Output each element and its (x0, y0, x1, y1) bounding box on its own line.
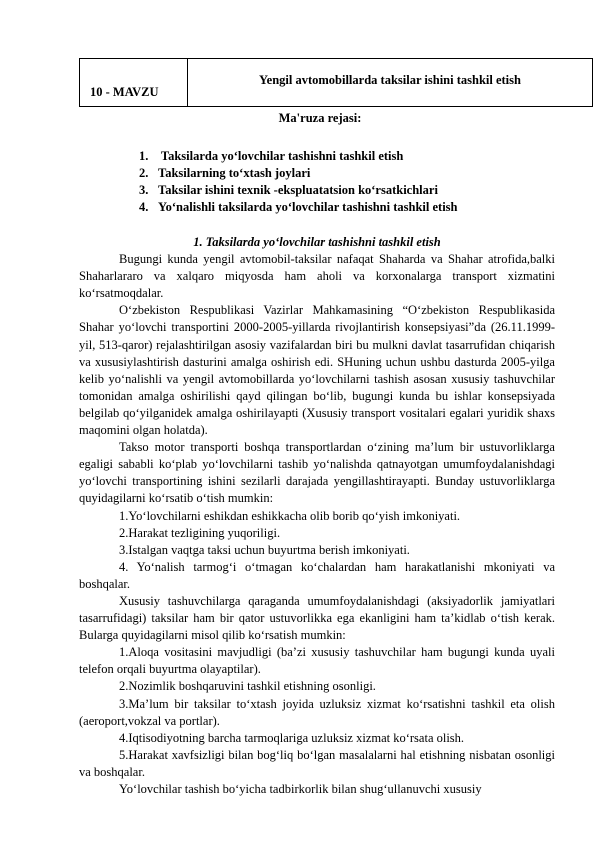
list-item: 3.Istalgan vaqtga taksi uchun buyurtma berish imkoniyati. (119, 542, 410, 557)
paragraph: O‘zbekiston Respublikasi Vazirlar Mahkamasining “O‘zbekiston Respublikasida Shahar yo‘lovchi transportini 2000-2005-yillarda rivojlantirish konsepsiyasi”da (26.11.1999-yil, 513-qaror) rejalashtirilgan asosiy vazifalardan biri bu mulkni davlat tasarrufidan chiqarish va xususiylashtirish dasturini amalga oshirish edi. SHuning uchun ushbu dasturda 2005-yilga kelib yo‘nalishli va yengil avtomobillarda yo‘lovchilarni tashish asosan xususiy tashuvchilar tomonidan amalga oshirilishi qayd qilingan bo‘lib, bugungi kunda bu ishlar konsepsiyada belgilab qo‘yilganidek amalga oshirilayapti (Xususiy transport vositalari egalari yuridik shaxs maqomini olgan holatda). (79, 303, 555, 438)
plan-item-text: Taksilar ishini texnik -ekspluatatsion ko‘rsatkichlari (158, 183, 438, 197)
paragraph: Yo‘lovchilar tashish bo‘yicha tadbirkorlik bilan shug‘ullanuvchi xususiy (119, 782, 482, 796)
lecture-plan-list (139, 148, 458, 216)
plan-item-number: 1. (139, 149, 149, 163)
list-item: 2.Nozimlik boshqaruvini tashkil etishning osonligi. (119, 679, 376, 694)
section-heading: 1. Taksilarda yo‘lovchilar tashishni tashkil etish (193, 235, 441, 249)
topic-title: Yengil avtomobillarda taksilar ishini tashkil etish (259, 73, 521, 87)
topic-number: 10 - MAVZU (80, 59, 188, 106)
plan-item-text: Taksilarda yo‘lovchilar tashishni tashkil etish (158, 149, 404, 163)
plan-item (139, 199, 458, 216)
plan-item-number: 4. (139, 200, 149, 214)
list-item: 3.Ma’lum bir taksilar to‘xtash joyida uzluksiz xizmat ko‘rsatishni tashkil eta olish (aeroport,vokzal va portlar). (79, 696, 555, 728)
plan-item-number: 2. (139, 166, 149, 180)
paragraph: Bugungi kunda yengil avtomobil-taksilar nafaqat Shaharda va Shahar atrofida,balki Shaharlararo va xalqaro miqyosda ham aholi va korxonalarga transport xizmatini ko‘rsatmoqdalar. (79, 252, 555, 301)
lecture-plan-title: Ma'ruza rejasi: (278, 111, 362, 125)
plan-item (139, 182, 458, 199)
plan-item (139, 148, 458, 165)
section-body (79, 234, 555, 798)
plan-item-text: Yo‘nalishli taksilarda yo‘lovchilar tashishni tashkil etish (158, 200, 458, 214)
list-item: 1.Aloqa vositasini mavjudligi (ba’zi xususiy tashuvchilar ham bugungi kunda uyali telefon orqali buyurtma olayaptilar). (79, 645, 555, 677)
list-item: 4. Yo‘nalish tarmog‘i o‘tmagan ko‘chalardan ham harakatlanishi mkoniyati va boshqalar. (79, 559, 555, 591)
list-item: 1.Yo‘lovchilarni eshikdan eshikkacha olib borib qo‘yish imkoniyati. (119, 508, 461, 523)
paragraph: Xususiy tashuvchilarga qaraganda umumfoydalanishdagi (aksiyadorlik jamiyatlari tasarrufidagi) taksilar ham bir qator ustuvorlikka ega ekanligini ham ta’kidlab o‘tish kerak. Bularga quyidagilarni misol qilib ko‘rsatish mumkin: (79, 593, 555, 643)
list-item: 4.Iqtisodiyotning barcha tarmoqlariga uzluksiz xizmat ko‘rsata olish. (119, 730, 465, 745)
list-item: 2.Harakat tezligining yuqoriligi. (119, 525, 281, 540)
plan-item (139, 165, 458, 182)
list-item: 5.Harakat xavfsizligi bilan bog‘liq bo‘lgan masalalarni hal etishning nisbatan osonligi va boshqalar. (79, 747, 555, 779)
topic-header-table (79, 58, 593, 107)
paragraph: Takso motor transporti boshqa transportlardan o‘zining ma’lum bir ustuvorliklarga egaligi sababli ko‘plab yo‘lovchilarni tashib yo‘nalishda qatnayotgan umumfoydalanishdagi yo‘lovchi transportining ishini sezilarli darajada yengillashtirayapti. Bunday ustuvorliklarga quyidagilarni ko‘rsatib o‘tish mumkin: (79, 440, 555, 506)
plan-item-text: Taksilarning to‘xtash joylari (158, 166, 311, 180)
plan-item-number: 3. (139, 183, 149, 197)
